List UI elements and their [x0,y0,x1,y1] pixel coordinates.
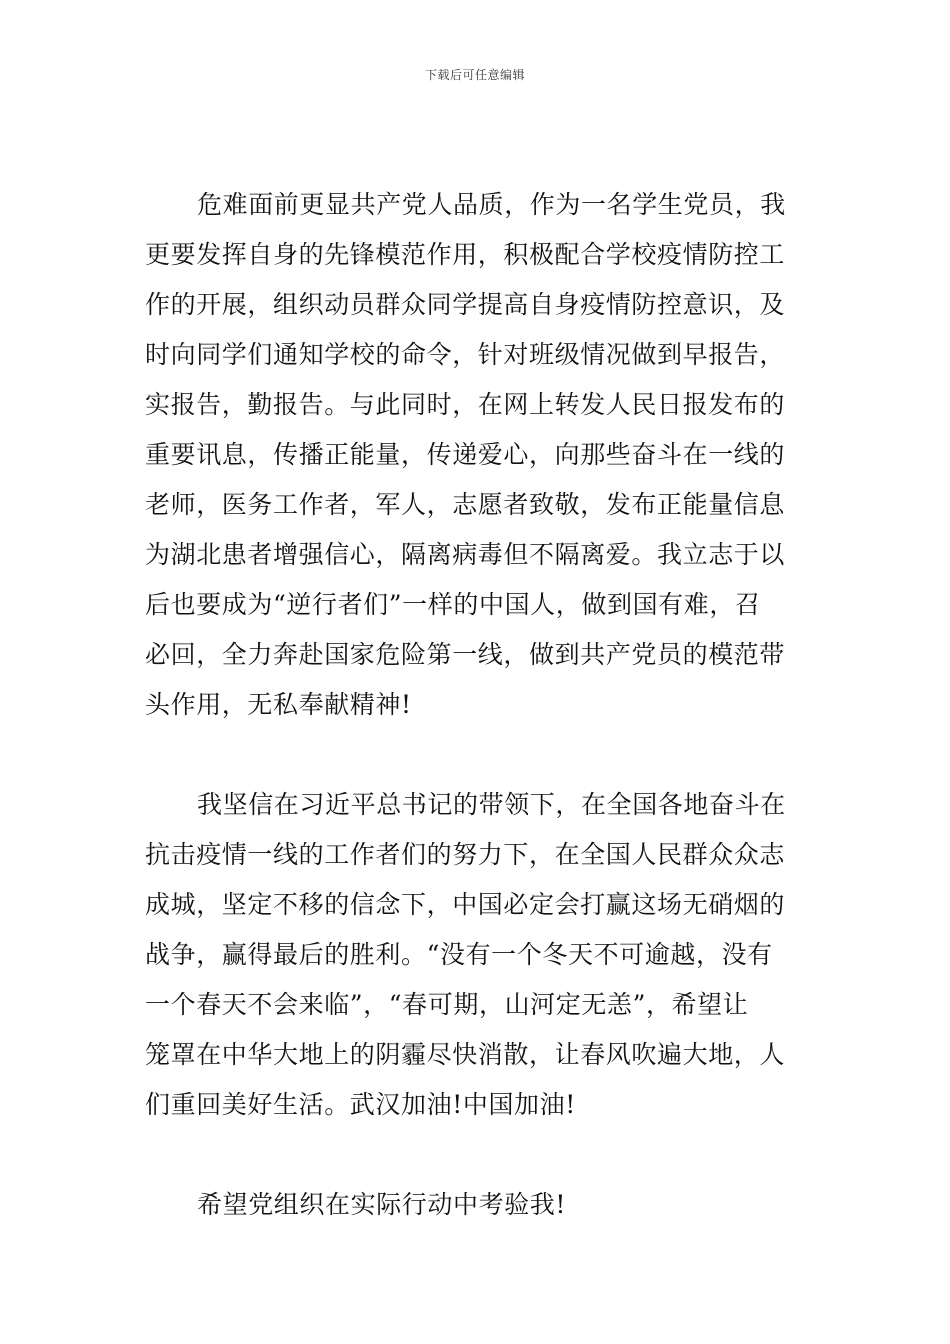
page-header: 下载后可任意编辑 [424,68,525,82]
document-body [145,180,810,1230]
paragraph-line: 必回，全力奔赴国家危险第一线，做到共产党员的模范带 [145,640,786,669]
paragraph-line: 笼罩在中华大地上的阴霾尽快消散，让春风吹遍大地，人 [145,1040,786,1069]
paragraph-line: 一个春天不会来临”，“春可期，山河定无恙”，希望让 [145,990,749,1019]
paragraph-line: 希望党组织在实际行动中考验我! [197,1190,567,1219]
paragraph-line: 们重回美好生活。武汉加油!中国加油! [145,1090,576,1119]
paragraph-line: 实报告，勤报告。与此同时，在网上转发人民日报发布的 [145,390,786,419]
paragraph-1 [145,180,810,730]
paragraph-line: 重要讯息，传播正能量，传递爱心，向那些奋斗在一线的 [145,440,786,469]
paragraph-spacer [145,1130,810,1180]
paragraph-line: 危难面前更显共产党人品质，作为一名学生党员，我 [197,190,786,219]
paragraph-line: 时向同学们通知学校的命令，针对班级情况做到早报告， [145,340,786,369]
paragraph-line: 更要发挥自身的先锋模范作用，积极配合学校疫情防控工 [145,240,786,269]
paragraph-line: 头作用，无私奉献精神! [145,690,412,719]
paragraph-line: 老师，医务工作者，军人，志愿者致敬，发布正能量信息 [145,490,786,519]
paragraph-line: 作的开展，组织动员群众同学提高自身疫情防控意识，及 [145,290,786,319]
paragraph-line: 后也要成为“逆行者们”一样的中国人，做到国有难，召 [145,590,761,619]
paragraph-line: 成城，坚定不移的信念下，中国必定会打赢这场无硝烟的 [145,890,786,919]
paragraph-3 [145,1180,810,1230]
paragraph-line: 抗击疫情一线的工作者们的努力下，在全国人民群众众志 [145,840,786,869]
paragraph-line: 为湖北患者增强信心，隔离病毒但不隔离爱。我立志于以 [145,540,786,569]
paragraph-2 [145,780,810,1130]
paragraph-spacer [145,730,810,780]
paragraph-line: 我坚信在习近平总书记的带领下，在全国各地奋斗在 [197,790,786,819]
paragraph-line: 战争，赢得最后的胜利。“没有一个冬天不可逾越，没有 [145,940,773,969]
